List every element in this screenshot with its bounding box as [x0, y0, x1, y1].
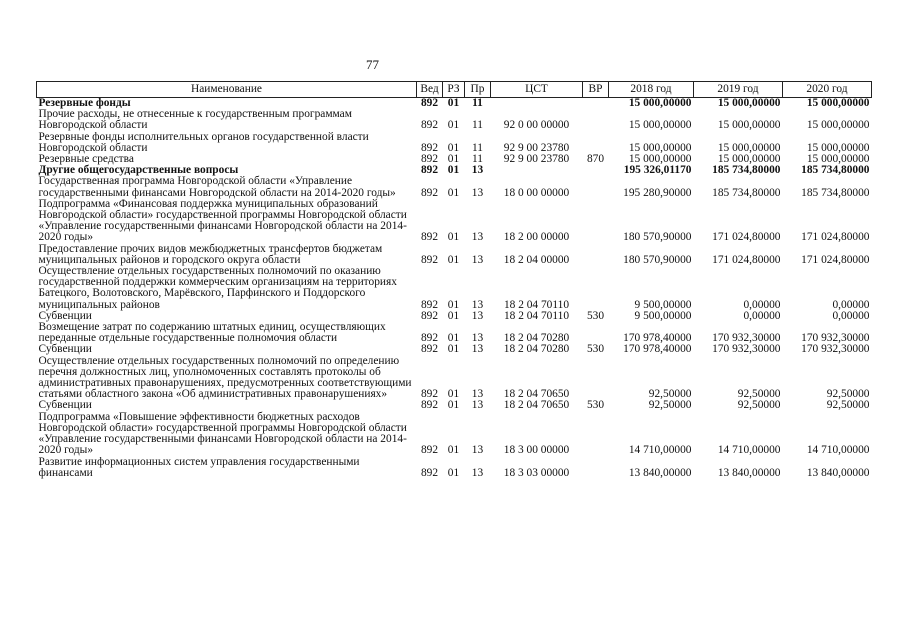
- cell-cst: 18 2 04 70650: [503, 388, 570, 401]
- col-header-vr: ВР: [583, 82, 609, 98]
- cell-ved: 892: [420, 231, 439, 244]
- cell-cst: 18 2 04 70280: [503, 332, 570, 345]
- cell-cst: 18 3 00 00000: [503, 444, 570, 457]
- cell-ved: 892: [420, 343, 439, 356]
- cell-name: Подпрограмма «Повышение эффективности бюджетных расходов Новгородской области» государственной программы Новгородской области «Управление государственными финансами Новгородской области на 2014-2020 годы»: [38, 410, 407, 457]
- cell-cst: 18 0 00 00000: [503, 186, 570, 199]
- cell-rz: 01: [443, 98, 465, 110]
- cell-2018: 15 000,00000: [628, 119, 692, 132]
- cell-name: Осуществление отдельных государственных полномочий по определению перечня должностных лиц, уполномоченных составлять протоколы об административных правонарушениях, предусмотренных соответствующими статьями областного закона «Об административных правонарушениях»: [38, 354, 412, 401]
- cell-rz: 01: [447, 343, 460, 356]
- cell-2019: 92,50000: [737, 399, 781, 412]
- cell-2019: 185 734,80000: [712, 186, 781, 199]
- cell-cst: [491, 98, 583, 110]
- cell-2019: 15 000,00000: [717, 119, 781, 132]
- cell-ved: 892: [417, 98, 443, 110]
- cell-cst: 18 2 04 00000: [503, 253, 570, 266]
- cell-vr: [583, 98, 609, 110]
- cell-ved: 892: [420, 186, 439, 199]
- cell-pr: 11: [472, 141, 483, 154]
- cell-ved: 892: [420, 388, 439, 401]
- cell-ved: 892: [420, 119, 439, 132]
- cell-vr: [583, 199, 609, 244]
- cell-cst: 92 9 00 23780: [503, 141, 570, 154]
- cell-name: Резервные средства: [38, 153, 134, 166]
- cell-2019: 0,00000: [743, 309, 781, 322]
- cell-ved: 892: [420, 298, 439, 311]
- cell-ved: 892: [420, 332, 439, 345]
- cell-pr: 13: [471, 164, 484, 177]
- cell-2018: 14 710,00000: [628, 444, 692, 457]
- cell-pr: 13: [471, 388, 484, 401]
- table-row: [37, 266, 872, 311]
- col-header-name: Наименование: [37, 82, 417, 98]
- cell-name: Резервные фонды исполнительных органов государственной власти Новгородской области: [38, 130, 369, 154]
- cell-2018: 170 978,40000: [623, 343, 692, 356]
- cell-rz: 01: [447, 119, 460, 132]
- cell-2018: 15 000,00000: [628, 153, 692, 166]
- cell-2019: 92,50000: [737, 388, 781, 401]
- cell-vr: [583, 244, 609, 266]
- cell-vr: [583, 266, 609, 311]
- table-row: [37, 199, 872, 244]
- cell-pr: 13: [471, 309, 484, 322]
- cell-2019: 15 000,00000: [717, 141, 781, 154]
- cell-2018: 180 570,90000: [623, 231, 692, 244]
- cell-rz: 01: [447, 466, 460, 479]
- cell-ved: 892: [420, 153, 439, 166]
- cell-2020: 14 710,00000: [806, 444, 870, 457]
- cell-cst: [491, 165, 583, 176]
- cell-vr: [583, 322, 609, 344]
- cell-rz: 01: [447, 186, 460, 199]
- col-header-2020: 2020 год: [783, 82, 872, 98]
- cell-name: Прочие расходы, не отнесенные к государственным программам Новгородской области: [38, 108, 352, 132]
- cell-rz: 01: [447, 388, 460, 401]
- cell-pr: 13: [471, 343, 484, 356]
- cell-pr: 13: [471, 444, 484, 457]
- cell-pr: 13: [471, 466, 484, 479]
- cell-2020: 171 024,80000: [801, 253, 870, 266]
- cell-name: Государственная программа Новгородской области «Управление государственными финансами Новгородской области на 2014-2020 годы»: [38, 175, 396, 199]
- cell-rz: 01: [447, 444, 460, 457]
- table-header-row: [37, 82, 872, 98]
- cell-pr: 11: [465, 98, 491, 110]
- cell-name: Развитие информационных систем управления государственными финансами: [38, 455, 360, 479]
- cell-2018: 15 000,00000: [609, 98, 694, 110]
- cell-cst: 18 3 03 00000: [503, 466, 570, 479]
- budget-table: [36, 81, 872, 479]
- cell-vr: 870: [586, 153, 605, 166]
- page-number: 77: [366, 57, 379, 72]
- cell-2020: 0,00000: [832, 298, 870, 311]
- table-row: [37, 344, 872, 355]
- cell-cst: 18 2 04 70280: [503, 343, 570, 356]
- table-row: [37, 176, 872, 198]
- cell-2020: 15 000,00000: [783, 98, 872, 110]
- cell-rz: 01: [447, 298, 460, 311]
- cell-cst: 92 9 00 23780: [503, 153, 570, 166]
- cell-2019: 0,00000: [743, 298, 781, 311]
- cell-2018: 9 500,00000: [634, 298, 692, 311]
- cell-2019: 14 710,00000: [717, 444, 781, 457]
- cell-2018: 170 978,40000: [623, 332, 692, 345]
- cell-ved: 892: [420, 444, 439, 457]
- cell-ved: 892: [420, 164, 439, 177]
- cell-2019: 15 000,00000: [694, 98, 783, 110]
- cell-2019: 13 840,00000: [717, 466, 781, 479]
- cell-rz: 01: [447, 399, 460, 412]
- table-row: [37, 132, 872, 154]
- col-header-2018: 2018 год: [609, 82, 694, 98]
- cell-2019: 171 024,80000: [712, 231, 781, 244]
- cell-name: Возмещение затрат по содержанию штатных единиц, осуществляющих переданные отдельные государственные полномочия области: [38, 321, 386, 345]
- cell-pr: 11: [472, 153, 483, 166]
- cell-2020: 15 000,00000: [806, 141, 870, 154]
- cell-2020: 185 734,80000: [801, 186, 870, 199]
- cell-2018: 92,50000: [648, 399, 692, 412]
- cell-vr: [583, 109, 609, 131]
- cell-vr: 530: [586, 343, 605, 356]
- table-row: [37, 400, 872, 411]
- cell-rz: 01: [447, 309, 460, 322]
- cell-2018: 180 570,90000: [623, 253, 692, 266]
- cell-2018: 195 326,01170: [623, 164, 692, 177]
- table-row: [37, 244, 872, 266]
- cell-cst: 18 2 04 70650: [503, 399, 570, 412]
- cell-vr: 530: [586, 399, 605, 412]
- cell-pr: 13: [471, 253, 484, 266]
- cell-vr: 530: [586, 309, 605, 322]
- cell-rz: 01: [447, 231, 460, 244]
- cell-ved: 892: [420, 466, 439, 479]
- cell-cst: 18 2 04 70110: [503, 298, 570, 311]
- cell-ved: 892: [420, 399, 439, 412]
- cell-rz: 01: [447, 253, 460, 266]
- cell-pr: 13: [471, 186, 484, 199]
- cell-vr: [583, 165, 609, 176]
- cell-ved: 892: [420, 309, 439, 322]
- cell-pr: 13: [471, 332, 484, 345]
- cell-name: Предоставление прочих видов межбюджетных трансфертов бюджетам муниципальных районов и городского округа области: [38, 242, 383, 266]
- cell-2019: 170 932,30000: [712, 343, 781, 356]
- cell-ved: 892: [420, 253, 439, 266]
- cell-name: Субвенции: [38, 309, 92, 322]
- cell-cst: 18 2 04 70110: [503, 309, 570, 322]
- cell-name: Субвенции: [38, 399, 92, 412]
- cell-2020: 92,50000: [826, 388, 870, 401]
- cell-pr: 13: [471, 399, 484, 412]
- cell-2020: 15 000,00000: [806, 153, 870, 166]
- col-header-pr: Пр: [465, 82, 491, 98]
- col-header-ved: Вед: [417, 82, 443, 98]
- cell-vr: [583, 412, 609, 457]
- cell-2020: 0,00000: [832, 309, 870, 322]
- cell-name: Подпрограмма «Финансовая поддержка муниципальных образований Новгородской области» государственной программы Новгородской области «Управление государственными финансами Новгородской области на 2014-2020 годы»: [38, 197, 407, 244]
- table-row: [37, 356, 872, 401]
- col-header-cst: ЦСТ: [491, 82, 583, 98]
- cell-2018: 13 840,00000: [628, 466, 692, 479]
- cell-vr: [583, 356, 609, 401]
- cell-name: Резервные фонды: [37, 98, 417, 110]
- cell-vr: [583, 457, 609, 479]
- cell-name: Осуществление отдельных государственных полномочий по оказанию государственной поддержки коммерческим организациям на территориях Батецкого, Волотовского, Марёвского, Парфинского и Поддорского муниципальных районов: [38, 265, 397, 311]
- col-header-rz: РЗ: [443, 82, 465, 98]
- cell-vr: [583, 132, 609, 154]
- cell-2018: 92,50000: [648, 388, 692, 401]
- cell-2018: 15 000,00000: [628, 141, 692, 154]
- cell-cst: 18 2 00 00000: [503, 231, 570, 244]
- cell-2019: 185 734,80000: [712, 164, 781, 177]
- cell-vr: [583, 176, 609, 198]
- cell-pr: 13: [471, 231, 484, 244]
- table-row: [37, 457, 872, 479]
- cell-2020: 92,50000: [826, 399, 870, 412]
- cell-2020: 185 734,80000: [801, 164, 870, 177]
- cell-rz: 01: [447, 332, 460, 345]
- cell-2019: 170 932,30000: [712, 332, 781, 345]
- col-header-2019: 2019 год: [694, 82, 783, 98]
- cell-name: Другие общегосударственные вопросы: [38, 164, 239, 177]
- cell-rz: 01: [447, 153, 460, 166]
- cell-2020: 15 000,00000: [806, 119, 870, 132]
- cell-ved: 892: [420, 141, 439, 154]
- cell-2020: 170 932,30000: [801, 332, 870, 345]
- table-row: [37, 412, 872, 457]
- cell-2019: 15 000,00000: [717, 153, 781, 166]
- cell-cst: 92 0 00 00000: [503, 119, 570, 132]
- cell-2018: 9 500,00000: [634, 309, 692, 322]
- table-row: [37, 322, 872, 344]
- cell-rz: 01: [447, 141, 460, 154]
- cell-2020: 13 840,00000: [806, 466, 870, 479]
- cell-2020: 171 024,80000: [801, 231, 870, 244]
- cell-2020: 170 932,30000: [801, 343, 870, 356]
- cell-pr: 11: [472, 119, 483, 132]
- cell-2019: 171 024,80000: [712, 253, 781, 266]
- cell-rz: 01: [447, 164, 460, 177]
- table-row: [37, 109, 872, 131]
- table-body: [37, 98, 872, 479]
- cell-name: Субвенции: [38, 343, 92, 356]
- cell-2018: 195 280,90000: [623, 186, 692, 199]
- cell-pr: 13: [471, 298, 484, 311]
